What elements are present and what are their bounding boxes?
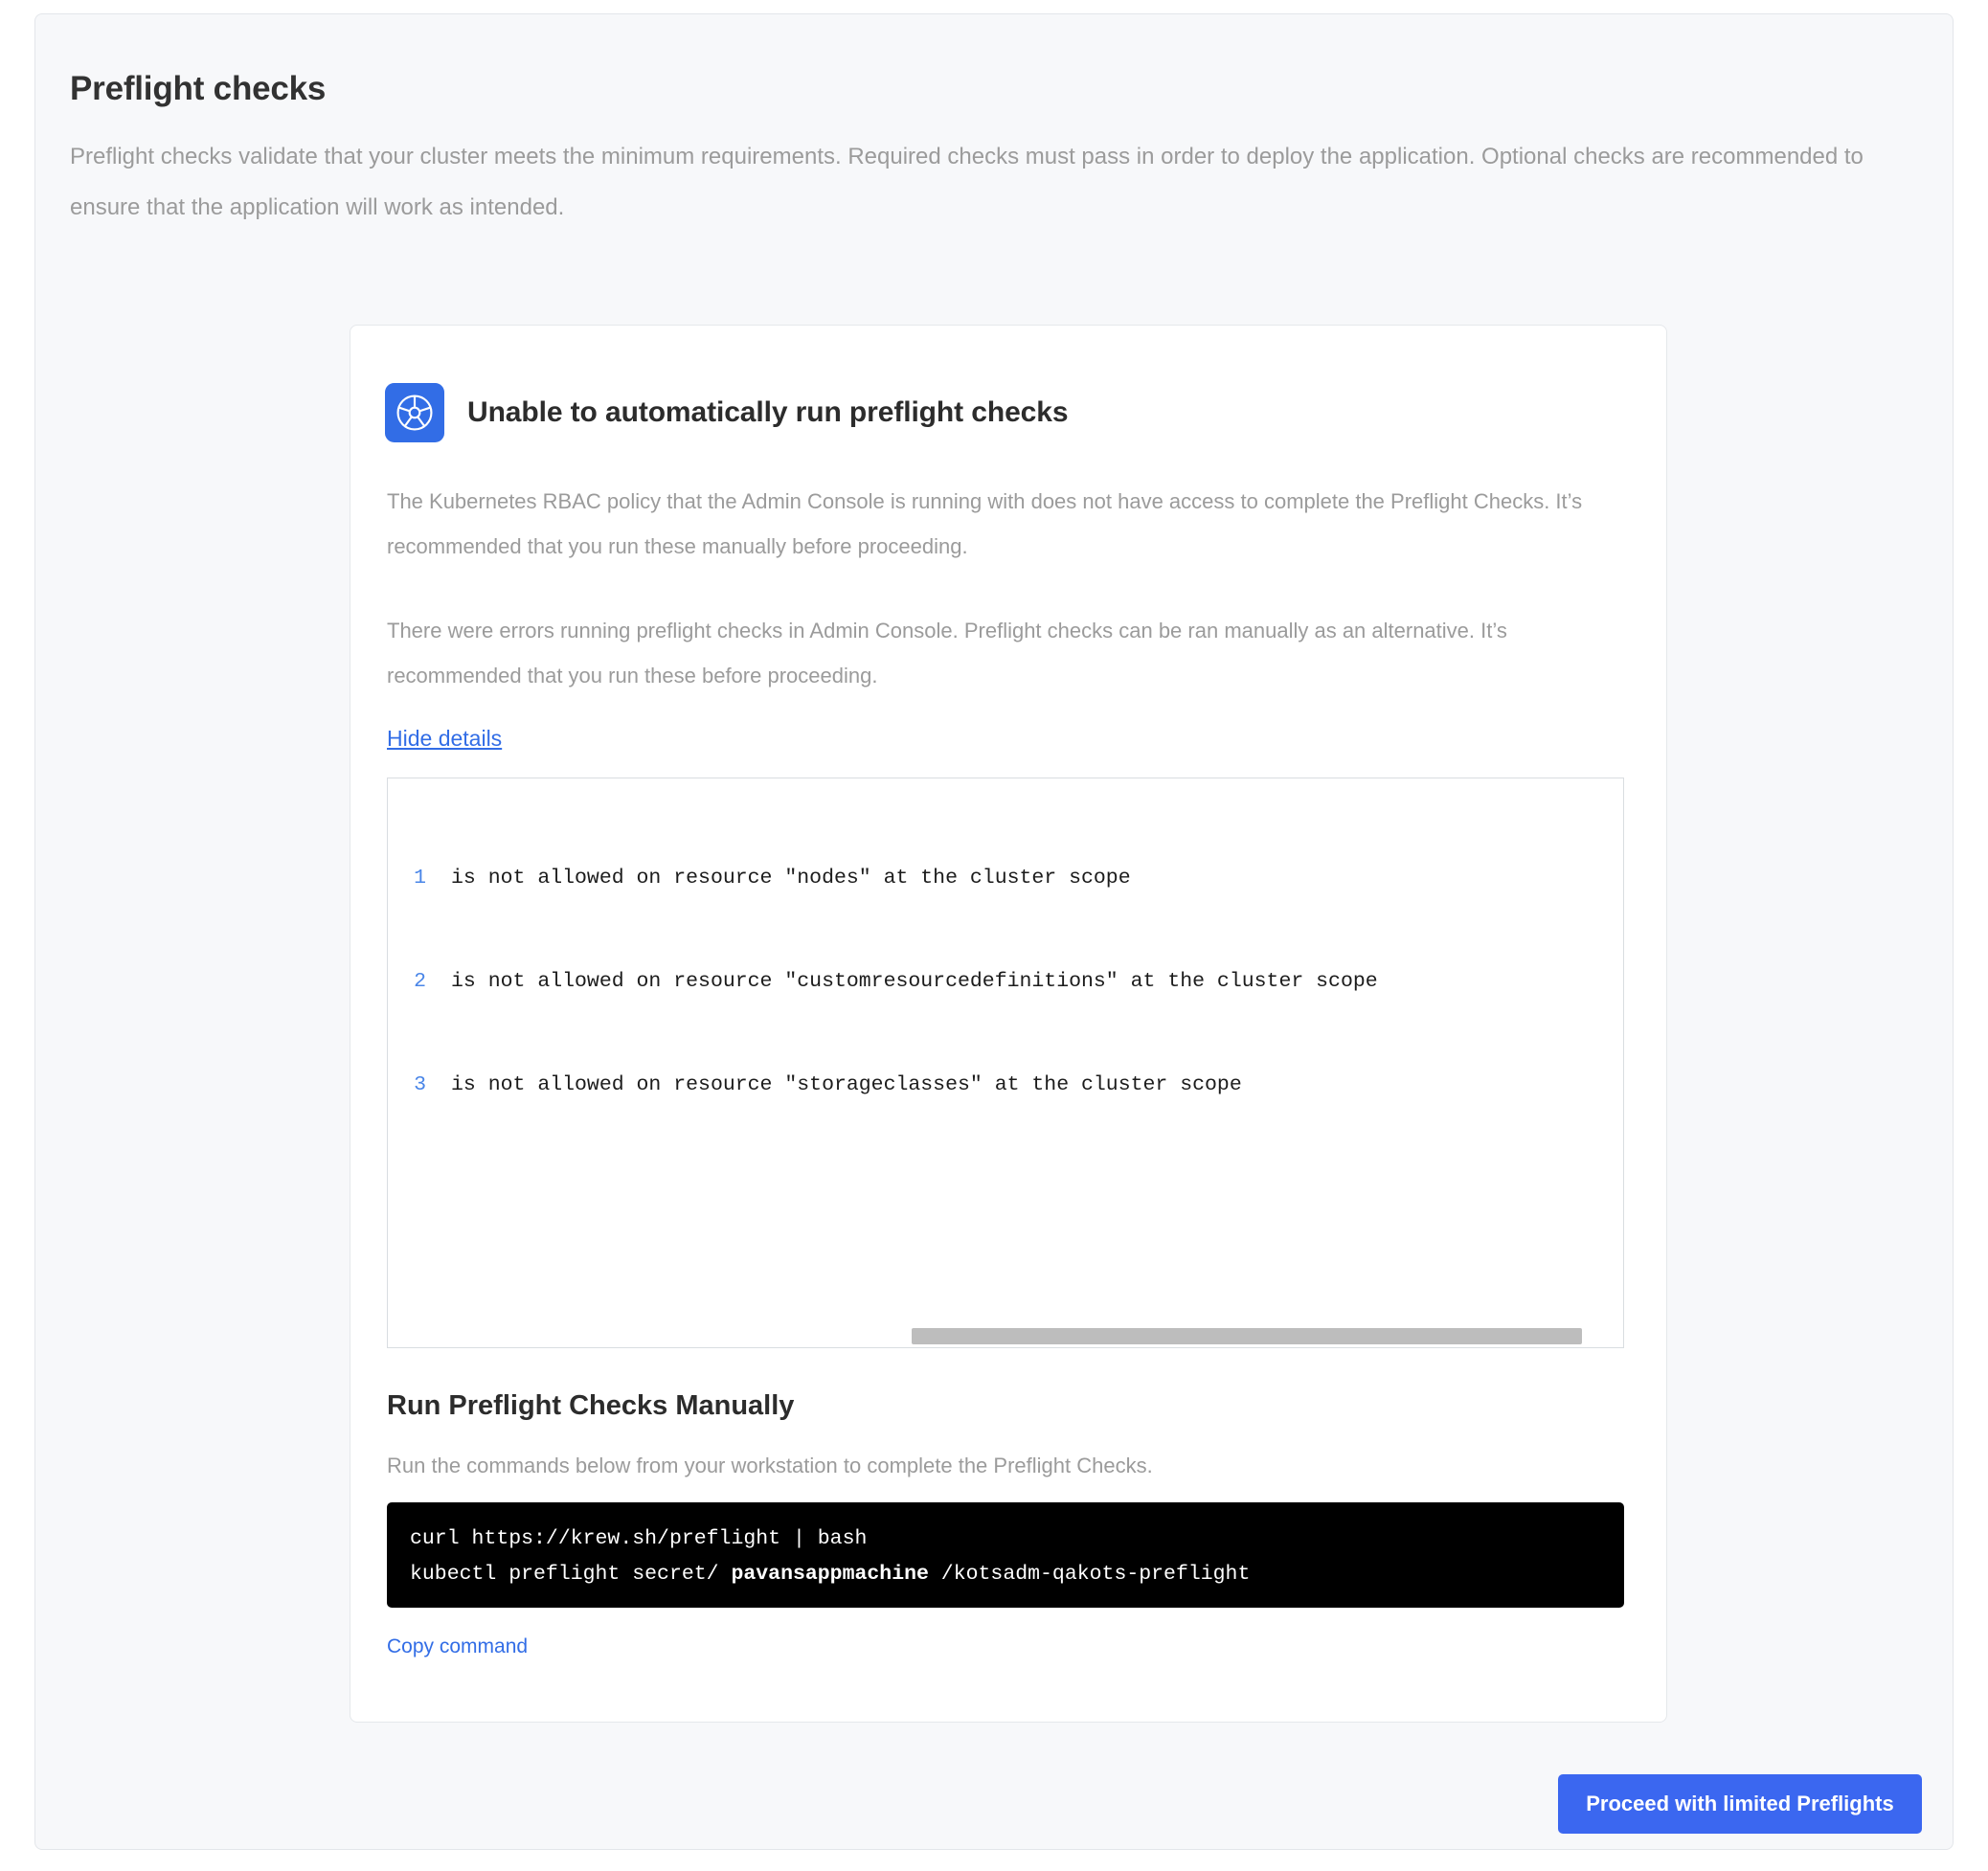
preflight-checks-page [34, 13, 1954, 1850]
preflight-error-card [350, 325, 1667, 1723]
card-header [385, 383, 1068, 442]
horizontal-scrollbar-thumb[interactable] [912, 1328, 1582, 1344]
log-line [388, 964, 1623, 999]
line-content: is not allowed on resource "nodes" at the cluster scope [451, 867, 1131, 890]
command-block[interactable] [387, 1502, 1624, 1608]
copy-command-link[interactable]: Copy command [387, 1635, 529, 1657]
proceed-with-limited-preflights-button[interactable]: Proceed with limited Preflights [1558, 1774, 1922, 1834]
line-content: is not allowed on resource "customresourcedefinitions" at the cluster scope [451, 970, 1378, 993]
error-log-box[interactable] [387, 778, 1624, 1348]
command-line-2-suffix: /kotsadm-qakots-preflight [928, 1563, 1251, 1586]
line-number: 3 [414, 1073, 426, 1096]
manual-section-description: Run the commands below from your workstation to complete the Preflight Checks. [387, 1454, 1153, 1477]
command-line-2-prefix: kubectl preflight secret/ [410, 1563, 732, 1586]
error-log-lines [388, 792, 1623, 1171]
hide-details-link[interactable]: Hide details [387, 726, 503, 751]
page-title: Preflight checks [70, 70, 327, 107]
line-number: 1 [414, 867, 426, 890]
log-line [388, 1068, 1623, 1102]
manual-section-title: Run Preflight Checks Manually [387, 1390, 795, 1421]
kubernetes-icon [385, 383, 444, 442]
card-paragraph-1: The Kubernetes RBAC policy that the Admin Console is running with does not have access to complete the Preflight Checks. It’s recommended that you run these manually before proceeding. [387, 489, 1583, 558]
horizontal-scrollbar[interactable] [389, 1327, 1624, 1346]
command-line-1: curl https://krew.sh/preflight | bash [410, 1527, 868, 1550]
log-line [388, 861, 1623, 895]
card-title: Unable to automatically run preflight checks [467, 396, 1069, 428]
vertical-scrollbar[interactable] [1603, 779, 1622, 1348]
card-paragraph-2: There were errors running preflight checks in Admin Console. Preflight checks can be ran manually as an alternative. It’s recommended that you run these before proceeding. [387, 619, 1507, 688]
line-number: 2 [414, 970, 426, 993]
command-line-2-secret-name: pavansappmachine [731, 1563, 929, 1586]
line-content: is not allowed on resource "storageclasses" at the cluster scope [451, 1073, 1242, 1096]
page-description: Preflight checks validate that your cluster meets the minimum requirements. Required checks must pass in order to deploy the application. Optional checks are recommended to ensure that the application will work as intended. [70, 144, 1864, 220]
